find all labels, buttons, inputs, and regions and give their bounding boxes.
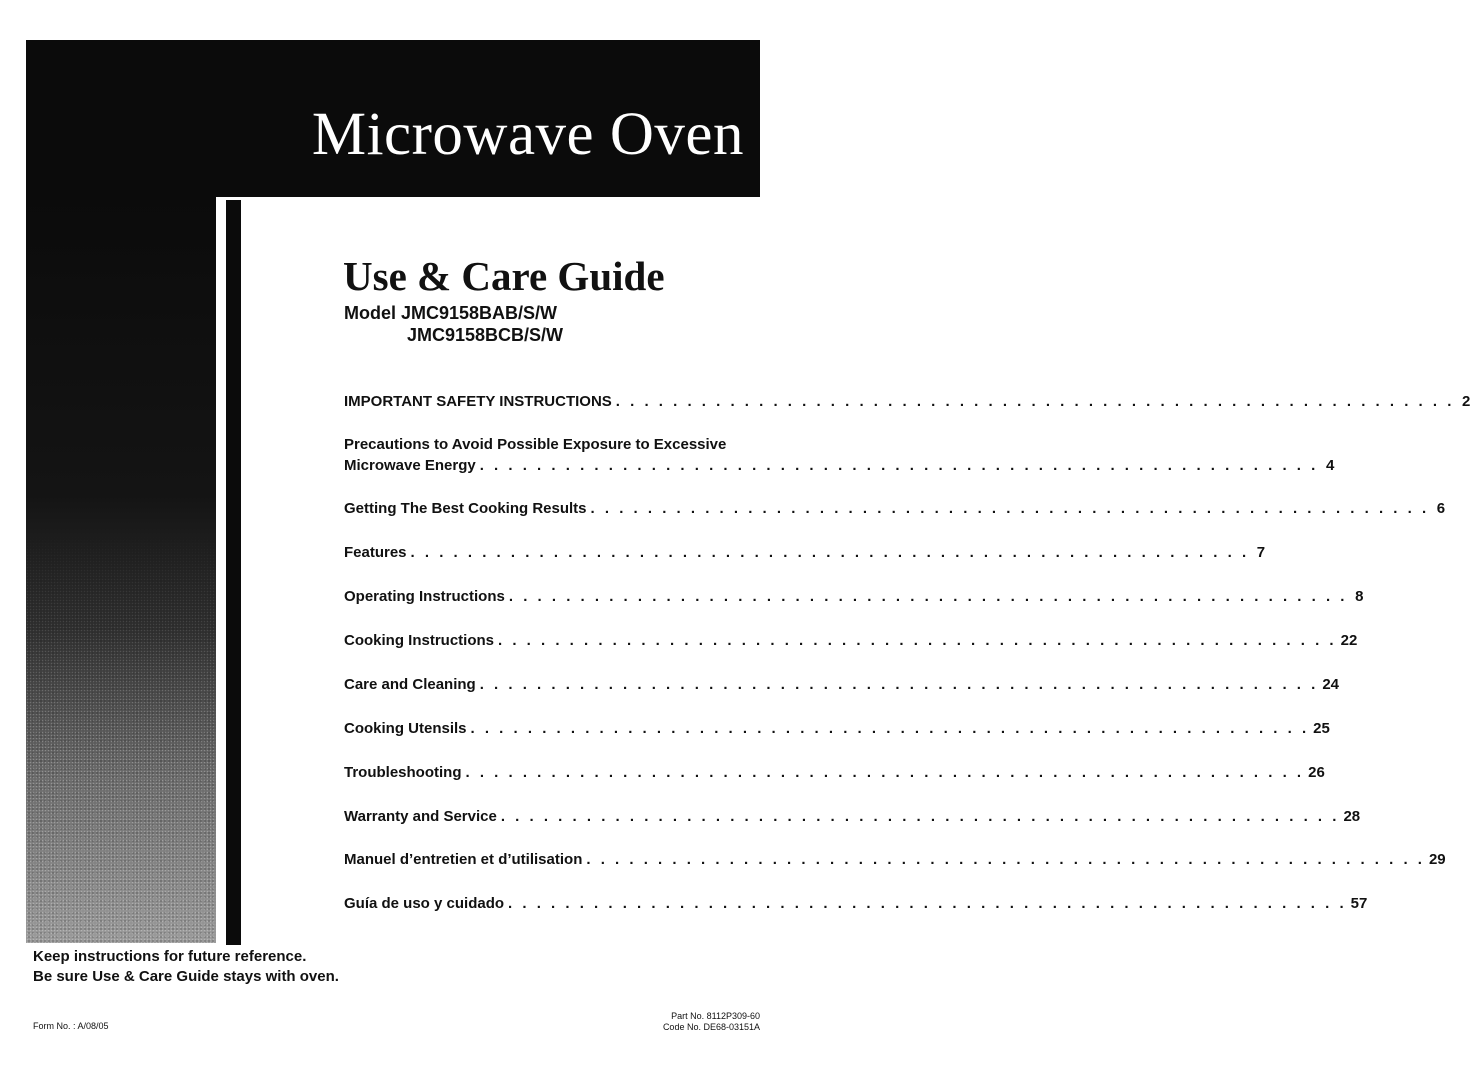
toc-leader-dots: . . . . . . . . . . . . . . . . . . . . . . . . . . . . . . . . . . . . . . . . . . . . . . . . . . . . . . . . . . .	[615, 393, 1455, 410]
toc-page-number: 29	[1428, 851, 1446, 868]
toc-item-guia-espanol[interactable]	[344, 893, 1368, 914]
keep-line-1: Keep instructions for future reference.	[33, 948, 307, 965]
toc-leader-dots: . . . . . . . . . . . . . . . . . . . . . . . . . . . . . . . . . . . . . . . . . . . . . . . . . . . . . . . . . . .	[508, 588, 1348, 605]
toc-item-cooking-results[interactable]	[344, 498, 1446, 519]
toc-item-features[interactable]	[344, 542, 1266, 563]
toc-page-number: 4	[1325, 457, 1335, 474]
part-number: Part No. 8112P309-60	[671, 1011, 760, 1021]
toc-label: IMPORTANT SAFETY INSTRUCTIONS	[344, 393, 612, 410]
guide-title: Use & Care Guide	[343, 253, 665, 299]
left-decorative-panel	[26, 197, 216, 943]
model-line-2: JMC9158BCB/S/W	[407, 325, 564, 345]
toc-label: Cooking Utensils	[344, 720, 467, 737]
keep-line-2: Be sure Use & Care Guide stays with oven.	[33, 968, 339, 985]
toc-item-care-cleaning[interactable]	[344, 674, 1339, 695]
toc-leader-dots: . . . . . . . . . . . . . . . . . . . . . . . . . . . . . . . . . . . . . . . . . . . . . . . . . . . . . . . . . . .	[465, 764, 1305, 781]
toc-label-continued: Microwave Energy	[344, 457, 476, 474]
toc-label: Care and Cleaning	[344, 676, 476, 693]
model-numbers	[344, 302, 563, 346]
toc-page-number: 28	[1343, 808, 1361, 825]
model-line-1: Model JMC9158BAB/S/W	[344, 303, 558, 323]
toc-leader-dots: . . . . . . . . . . . . . . . . . . . . . . . . . . . . . . . . . . . . . . . . . . . . . . . . . . . . . . . . . . .	[500, 808, 1340, 825]
toc-page-number: 57	[1350, 895, 1368, 912]
toc-leader-dots: . . . . . . . . . . . . . . . . . . . . . . . . . . . . . . . . . . . . . . . . . . . . . . . . . . . . . . . . . . .	[470, 720, 1310, 737]
code-number: Code No. DE68-03151A	[662, 1022, 760, 1032]
toc-page-number: 22	[1340, 632, 1358, 649]
keep-instructions-note	[33, 947, 339, 987]
toc-item-troubleshooting[interactable]	[344, 762, 1325, 783]
toc-item-utensils[interactable]	[344, 718, 1330, 739]
page-title: Microwave Oven	[311, 101, 744, 168]
toc-item-precautions[interactable]	[344, 434, 1335, 476]
toc-leader-dots: . . . . . . . . . . . . . . . . . . . . . . . . . . . . . . . . . . . . . . . . . . . . . . . . . . . . . . . . . . .	[410, 544, 1250, 561]
toc-item-safety[interactable]	[344, 391, 1470, 412]
toc-label: Warranty and Service	[344, 808, 497, 825]
toc-label: Operating Instructions	[344, 588, 505, 605]
toc-page-number: 25	[1313, 720, 1330, 737]
toc-item-operating[interactable]	[344, 586, 1364, 607]
vertical-divider-bar	[226, 200, 241, 945]
toc-page-number: 6	[1436, 500, 1446, 517]
form-number: Form No. : A/08/05	[33, 1021, 109, 1031]
toc-item-manuel-francais[interactable]	[344, 849, 1446, 870]
toc-page-number: 26	[1308, 764, 1325, 781]
toc-label: Precautions to Avoid Possible Exposure to Excessive	[344, 436, 727, 453]
toc-leader-dots: . . . . . . . . . . . . . . . . . . . . . . . . . . . . . . . . . . . . . . . . . . . . . . . . . . . . . . . . . . .	[479, 457, 1319, 474]
toc-page-number: 8	[1355, 588, 1364, 605]
toc-leader-dots: . . . . . . . . . . . . . . . . . . . . . . . . . . . . . . . . . . . . . . . . . . . . . . . . . . . . . . . . . . .	[498, 632, 1337, 649]
toc-page-number: 2	[1462, 393, 1470, 410]
toc-page-number: 7	[1256, 544, 1266, 561]
toc-label: Getting The Best Cooking Results	[344, 500, 587, 517]
toc-leader-dots: . . . . . . . . . . . . . . . . . . . . . . . . . . . . . . . . . . . . . . . . . . . . . . . . . . . . . . . . . . .	[586, 851, 1425, 868]
toc-label: Manuel d’entretien et d’utilisation	[344, 851, 583, 868]
toc-label: Features	[344, 544, 407, 561]
toc-item-warranty[interactable]	[344, 806, 1361, 827]
toc-leader-dots: . . . . . . . . . . . . . . . . . . . . . . . . . . . . . . . . . . . . . . . . . . . . . . . . . . . . . . . . . . .	[508, 895, 1347, 912]
toc-page-number: 24	[1322, 676, 1339, 693]
toc-label: Cooking Instructions	[344, 632, 494, 649]
toc-label: Guía de uso y cuidado	[344, 895, 505, 912]
toc-label: Troubleshooting	[344, 764, 462, 781]
toc-leader-dots: . . . . . . . . . . . . . . . . . . . . . . . . . . . . . . . . . . . . . . . . . . . . . . . . . . . . . . . . . . .	[479, 676, 1319, 693]
toc-leader-dots: . . . . . . . . . . . . . . . . . . . . . . . . . . . . . . . . . . . . . . . . . . . . . . . . . . . . . . . . . . .	[590, 500, 1430, 517]
toc-item-cooking-instructions[interactable]	[344, 630, 1358, 651]
part-code-numbers	[663, 1011, 760, 1033]
